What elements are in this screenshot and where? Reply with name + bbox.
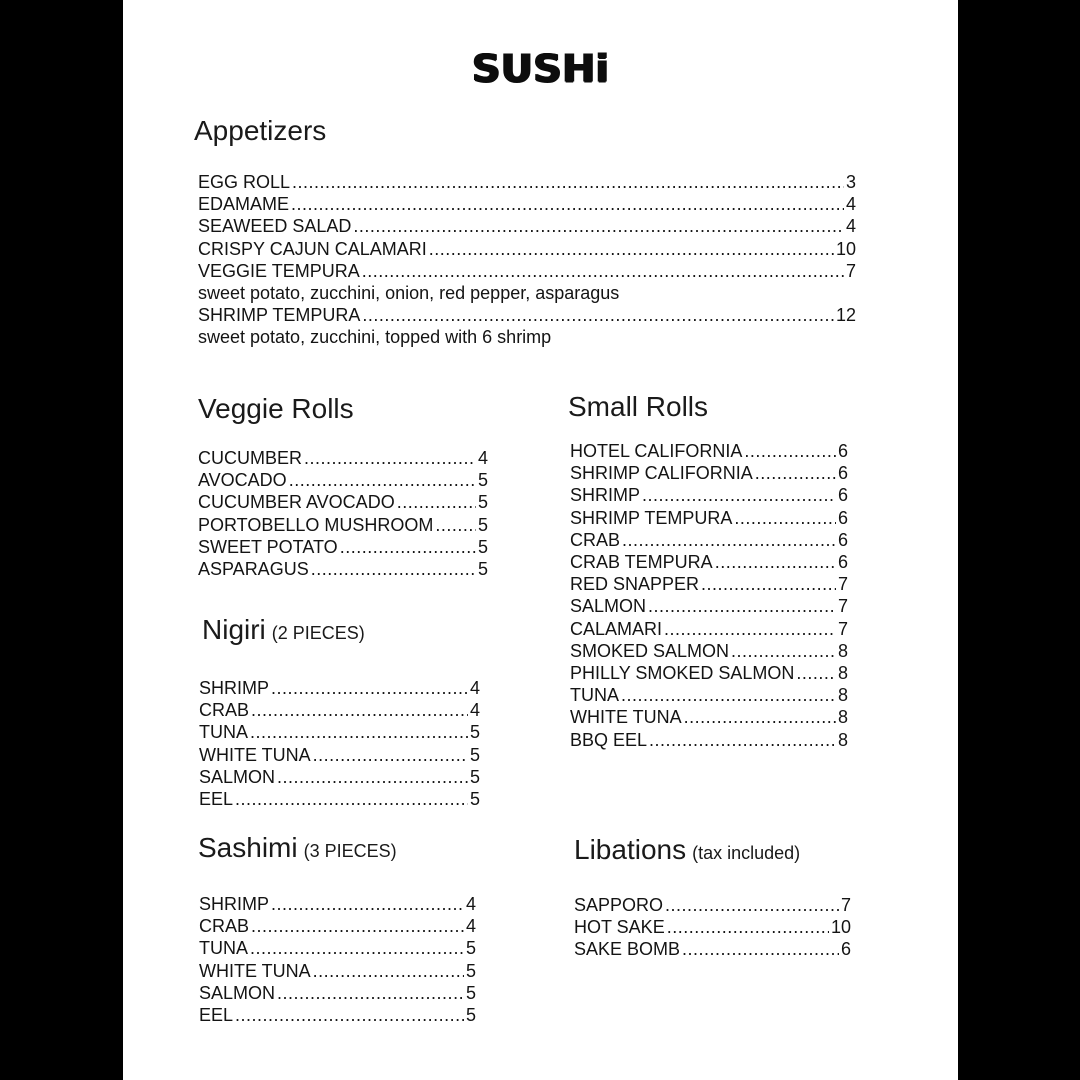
item-price: 5 <box>477 536 488 557</box>
menu-item <box>198 447 488 469</box>
item-price: 7 <box>840 895 851 915</box>
item-name: PORTOBELLO MUSHROOM <box>198 514 434 535</box>
dot-leader <box>277 766 468 788</box>
item-name: SWEET POTATO <box>198 536 338 557</box>
dot-leader <box>340 536 476 558</box>
section-title: Libations <box>574 834 687 865</box>
menu-item-row <box>198 304 856 326</box>
menu-item-row <box>574 916 851 938</box>
menu-item-row <box>570 662 848 684</box>
menu-item-row <box>199 766 480 788</box>
item-list <box>198 893 476 1026</box>
menu-item-row <box>198 171 856 193</box>
dot-leader <box>362 260 844 282</box>
dot-leader <box>353 215 844 237</box>
dot-leader <box>755 462 836 484</box>
section-heading <box>194 115 856 147</box>
item-price: 5 <box>469 744 480 765</box>
item-name: CRAB <box>199 700 250 721</box>
dot-leader <box>251 699 468 721</box>
item-price: 7 <box>837 618 848 639</box>
dot-leader <box>667 916 829 938</box>
item-name: SALMON <box>199 982 276 1003</box>
menu-item <box>199 1004 476 1026</box>
menu-item-row <box>198 558 488 580</box>
item-price: 4 <box>845 194 856 215</box>
dot-leader <box>649 729 836 751</box>
item-price: 3 <box>845 172 856 192</box>
menu-title: SUSHi <box>471 47 610 91</box>
menu-item-row <box>199 699 480 721</box>
menu-item <box>570 551 848 573</box>
menu-item-row <box>570 529 848 551</box>
menu-item <box>199 788 480 810</box>
item-price: 5 <box>477 559 488 580</box>
menu-item-row <box>199 788 480 810</box>
item-price: 10 <box>830 917 851 938</box>
item-price: 5 <box>469 789 480 810</box>
item-name: CRAB <box>570 529 621 550</box>
item-price: 7 <box>845 260 856 281</box>
menu-item-row <box>198 491 488 513</box>
small-rolls-section <box>568 391 848 751</box>
dot-leader <box>271 893 464 915</box>
menu-item-row <box>199 721 480 743</box>
menu-item <box>570 595 848 617</box>
dot-leader <box>311 558 476 580</box>
menu-item <box>198 215 856 237</box>
dot-leader <box>304 447 476 469</box>
section-title: Veggie Rolls <box>198 393 354 424</box>
item-name: SHRIMP <box>199 894 270 914</box>
menu-item-row <box>198 260 856 282</box>
dot-leader <box>701 573 836 595</box>
dot-leader <box>250 937 464 959</box>
section-heading <box>198 832 476 867</box>
item-name: SAPPORO <box>574 895 664 915</box>
item-list <box>568 440 848 751</box>
item-name: SALMON <box>199 766 276 787</box>
dot-leader <box>250 721 468 743</box>
menu-page <box>123 0 958 1080</box>
menu-item-row <box>198 193 856 215</box>
menu-item-row <box>570 507 848 529</box>
sashimi-section <box>198 832 476 1026</box>
item-name: ASPARAGUS <box>198 559 309 580</box>
item-name: CRAB TEMPURA <box>570 552 713 573</box>
menu-item-row <box>199 677 480 699</box>
menu-item <box>199 915 476 937</box>
section-heading <box>198 393 488 425</box>
menu-item <box>570 529 848 551</box>
menu-item <box>198 469 488 491</box>
item-name: EGG ROLL <box>198 172 291 192</box>
item-price: 4 <box>469 700 480 721</box>
item-name: AVOCADO <box>198 470 287 491</box>
menu-item-row <box>198 514 488 536</box>
dot-leader <box>684 706 836 728</box>
item-price: 5 <box>465 938 476 959</box>
section-note: (tax included) <box>692 843 801 863</box>
item-price: 8 <box>837 640 848 661</box>
item-list <box>574 894 851 961</box>
dot-leader <box>622 529 836 551</box>
menu-item <box>199 937 476 959</box>
section-note: (2 PIECES) <box>271 623 365 643</box>
dot-leader <box>648 595 836 617</box>
menu-item <box>570 662 848 684</box>
item-name: CALAMARI <box>570 618 663 639</box>
menu-item-row <box>198 469 488 491</box>
dot-leader <box>291 193 844 215</box>
dot-leader <box>251 915 464 937</box>
dot-leader <box>277 982 464 1004</box>
item-price: 4 <box>465 894 476 914</box>
item-name: CRISPY CAJUN CALAMARI <box>198 238 427 259</box>
menu-item-row <box>198 536 488 558</box>
menu-item-row <box>570 595 848 617</box>
menu-item <box>199 677 480 699</box>
item-list <box>199 677 480 810</box>
dot-leader <box>715 551 836 573</box>
section-heading <box>568 391 848 423</box>
menu-item-row <box>574 894 851 916</box>
dot-leader <box>292 171 844 193</box>
item-name: HOTEL CALIFORNIA <box>570 441 743 461</box>
item-price: 7 <box>837 596 848 617</box>
menu-item <box>198 171 856 193</box>
nigiri-section <box>199 614 480 810</box>
dot-leader <box>621 684 836 706</box>
item-name: CUCUMBER AVOCADO <box>198 492 395 513</box>
dot-leader <box>362 304 834 326</box>
item-price: 5 <box>469 722 480 743</box>
item-name: SALMON <box>570 596 647 617</box>
item-name: SHRIMP <box>199 678 270 698</box>
veggie-rolls-section <box>198 393 488 580</box>
item-name: SMOKED SALMON <box>570 640 730 661</box>
item-name: TUNA <box>570 685 619 706</box>
section-heading <box>202 614 480 649</box>
menu-item-row <box>570 640 848 662</box>
menu-item <box>574 938 851 960</box>
item-name: CUCUMBER <box>198 448 303 468</box>
menu-item-row <box>570 618 848 640</box>
section-title: Small Rolls <box>568 391 709 422</box>
item-name: WHITE TUNA <box>199 744 311 765</box>
menu-item <box>198 491 488 513</box>
menu-item <box>574 894 851 916</box>
item-price: 6 <box>837 507 848 528</box>
item-price: 5 <box>477 470 488 491</box>
section-title: Appetizers <box>194 115 327 146</box>
item-price: 4 <box>477 448 488 468</box>
menu-item-row <box>570 684 848 706</box>
section-title: Nigiri <box>202 614 266 645</box>
menu-item <box>199 744 480 766</box>
menu-item-row <box>570 729 848 751</box>
item-name: SHRIMP CALIFORNIA <box>570 463 753 484</box>
menu-item-row <box>199 915 476 937</box>
dot-leader <box>313 960 464 982</box>
menu-item <box>570 706 848 728</box>
menu-item-row <box>570 573 848 595</box>
dot-leader <box>682 938 839 960</box>
item-list <box>194 171 856 349</box>
menu-item-row <box>570 440 848 462</box>
appetizers-section <box>194 115 856 349</box>
item-price: 6 <box>837 441 848 461</box>
dot-leader <box>734 507 836 529</box>
menu-item <box>198 193 856 215</box>
menu-item <box>198 238 856 260</box>
dot-leader <box>731 640 836 662</box>
menu-item <box>570 440 848 462</box>
item-name: WHITE TUNA <box>199 960 311 981</box>
item-name: CRAB <box>199 916 250 937</box>
menu-item <box>198 514 488 536</box>
item-price: 8 <box>837 685 848 706</box>
item-price: 6 <box>840 939 851 960</box>
dot-leader <box>744 440 836 462</box>
menu-item <box>570 484 848 506</box>
menu-item-row <box>199 1004 476 1026</box>
item-price: 6 <box>837 463 848 484</box>
item-price: 12 <box>835 305 856 326</box>
dot-leader <box>435 514 476 536</box>
dot-leader <box>235 1004 464 1026</box>
dot-leader <box>397 491 476 513</box>
item-name: EEL <box>199 1005 234 1026</box>
menu-item <box>570 573 848 595</box>
menu-item-row <box>199 937 476 959</box>
menu-item-row <box>198 238 856 260</box>
menu-item-row <box>570 706 848 728</box>
section-title: Sashimi <box>198 832 298 863</box>
item-name: VEGGIE TEMPURA <box>198 260 360 281</box>
dot-leader <box>289 469 476 491</box>
item-price: 6 <box>837 529 848 550</box>
dot-leader <box>429 238 834 260</box>
dot-leader <box>313 744 468 766</box>
dot-leader <box>664 618 836 640</box>
menu-item <box>198 260 856 304</box>
item-price: 5 <box>465 960 476 981</box>
menu-item <box>199 960 476 982</box>
dot-leader <box>796 662 836 684</box>
item-name: WHITE TUNA <box>570 707 682 728</box>
item-name: TUNA <box>199 722 248 743</box>
item-price: 10 <box>835 238 856 259</box>
libations-section <box>574 834 851 961</box>
item-price: 8 <box>837 663 848 684</box>
menu-item <box>199 699 480 721</box>
item-name: HOT SAKE <box>574 917 665 938</box>
menu-item <box>199 766 480 788</box>
menu-item-row <box>199 893 476 915</box>
menu-item-row <box>570 484 848 506</box>
menu-item <box>199 982 476 1004</box>
item-price: 5 <box>477 492 488 513</box>
menu-item <box>198 304 856 348</box>
item-name: SHRIMP <box>570 485 641 506</box>
item-price: 6 <box>837 485 848 506</box>
item-price: 8 <box>837 707 848 728</box>
item-list <box>198 447 488 580</box>
item-description: sweet potato, zucchini, onion, red pepper, asparagus <box>198 283 620 304</box>
menu-item <box>570 618 848 640</box>
menu-item <box>570 640 848 662</box>
item-name: EEL <box>199 789 234 810</box>
item-price: 4 <box>469 678 480 698</box>
section-heading <box>574 834 851 869</box>
item-name: SHRIMP TEMPURA <box>570 507 733 528</box>
menu-item-row <box>198 215 856 237</box>
item-name: TUNA <box>199 938 248 959</box>
menu-item <box>570 729 848 751</box>
item-name: SHRIMP TEMPURA <box>198 305 361 326</box>
menu-item <box>199 893 476 915</box>
menu-item-row <box>570 462 848 484</box>
item-price: 4 <box>845 216 856 237</box>
menu-item-row <box>574 938 851 960</box>
menu-item-row <box>199 982 476 1004</box>
menu-item-row <box>199 960 476 982</box>
menu-item-row <box>570 551 848 573</box>
menu-item <box>570 507 848 529</box>
menu-item-row <box>199 744 480 766</box>
item-price: 4 <box>465 916 476 937</box>
section-note: (3 PIECES) <box>303 841 397 861</box>
dot-leader <box>271 677 468 699</box>
item-price: 8 <box>837 729 848 750</box>
item-price: 6 <box>837 552 848 573</box>
item-price: 7 <box>837 574 848 595</box>
menu-item <box>570 684 848 706</box>
dot-leader <box>235 788 468 810</box>
item-name: BBQ EEL <box>570 729 648 750</box>
dot-leader <box>665 894 839 916</box>
item-name: SAKE BOMB <box>574 939 681 960</box>
dot-leader <box>642 484 836 506</box>
item-description: sweet potato, zucchini, topped with 6 shrimp <box>198 327 552 348</box>
item-price: 5 <box>477 514 488 535</box>
item-price: 5 <box>469 766 480 787</box>
item-name: PHILLY SMOKED SALMON <box>570 663 795 684</box>
menu-item <box>570 462 848 484</box>
item-name: RED SNAPPER <box>570 574 700 595</box>
item-name: EDAMAME <box>198 194 290 215</box>
item-price: 5 <box>465 982 476 1003</box>
menu-item-row <box>198 447 488 469</box>
menu-item <box>574 916 851 938</box>
menu-item <box>198 558 488 580</box>
item-price: 5 <box>465 1005 476 1026</box>
item-name: SEAWEED SALAD <box>198 216 352 237</box>
menu-item <box>199 721 480 743</box>
menu-item <box>198 536 488 558</box>
